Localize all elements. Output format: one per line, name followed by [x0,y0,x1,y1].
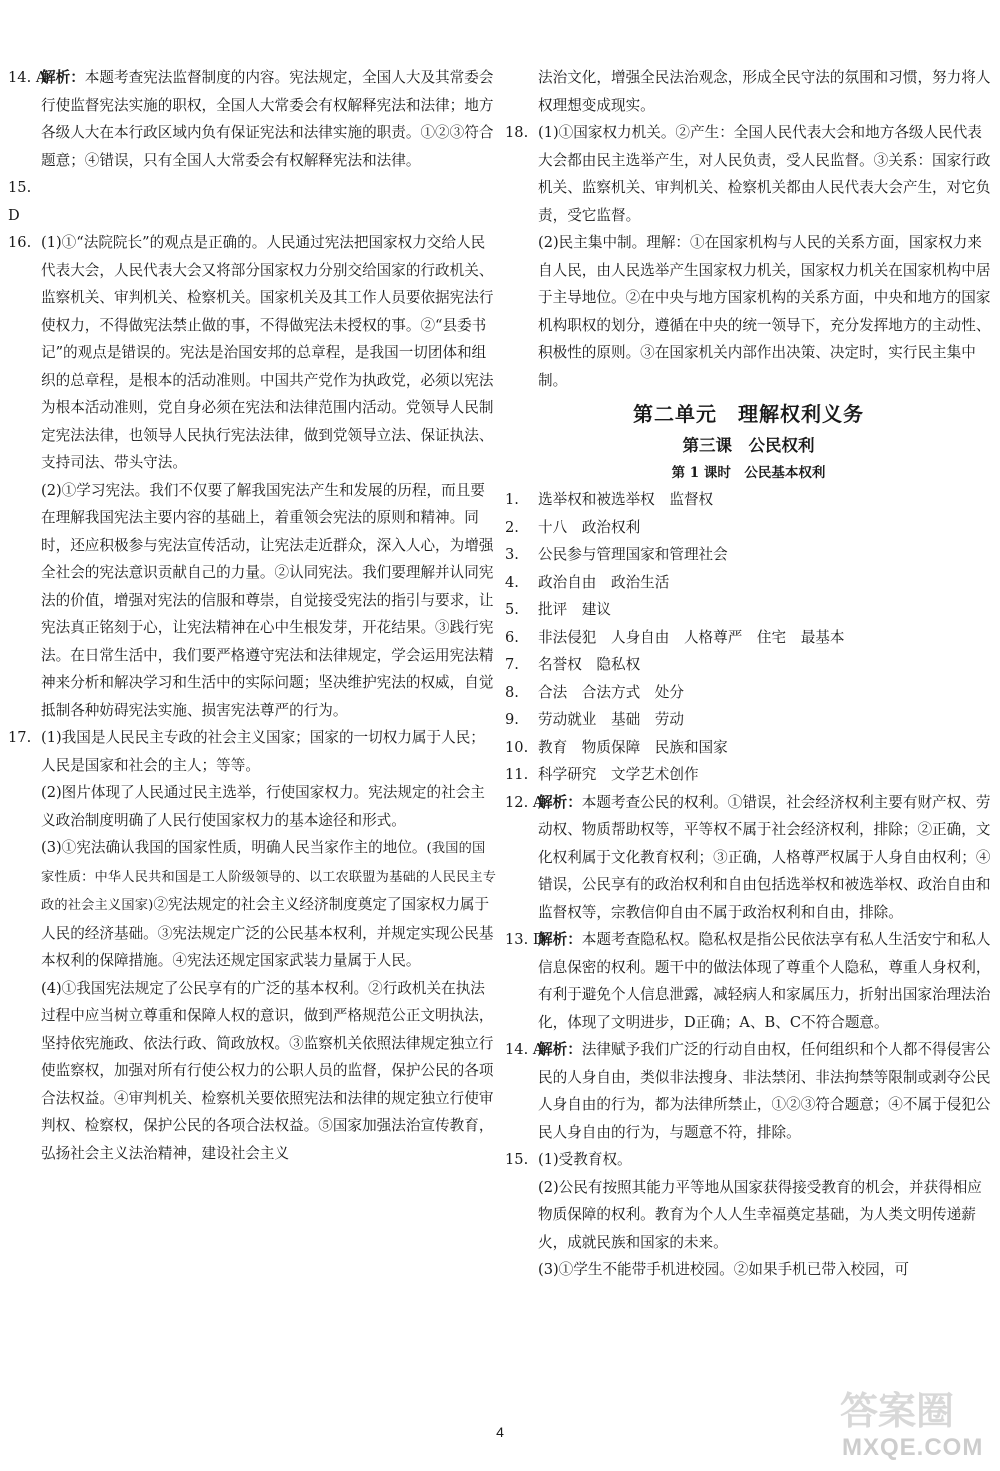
answer-number: 12. A [505,793,544,811]
answer-note: (我国的国家性质：中华人民共和国是工人阶级领导的、以工农联盟为基础的人民民主专政的社会主义国家) [41,841,497,913]
answer-16 [8,229,498,724]
answer-14 [8,64,498,174]
answer-part: (1)受教育权。 [538,1151,632,1168]
answer-number: 15. [505,1151,529,1168]
fill-number: 2. [505,518,519,536]
watermark-url: MXQE.COM [842,1434,984,1461]
fill-text: 政治自由 政治生活 [538,573,670,591]
answer-number: 17. [8,729,32,746]
fill-text: 科学研究 文学艺术创作 [538,766,699,783]
analysis-tag: 解析： [538,1041,582,1058]
fill-number: 9. [505,711,519,728]
fill-number: 8. [505,683,519,701]
unit-heading: 第二单元 理解权利义务 [633,402,864,426]
answer-18 [505,119,992,394]
answer-17-continued: 法治文化，增强全民法治观念，形成全民守法的氛围和习惯，努力将人权理想变成现实。 [538,69,991,114]
fill-text: 名誉权 隐私权 [538,656,641,673]
fill-item [505,761,992,789]
answer-text: ②宪法规定的社会主义经济制度奠定了国家权力属于人民的经济基础。③宪法规定广泛的公民基本权利，并规定实现公民基本权利的保障措施。④宪法还规定国家武装力量属于人民。 [41,896,494,969]
answer-text: (3)①宪法确认我国的国家性质，明确人民当家作主的地位。 [41,839,427,856]
answer-number: 14. A [8,69,47,86]
fill-text: 选举权和被选举权 监督权 [538,491,714,508]
page-number: 4 [496,1424,504,1440]
analysis-tag: 解析： [538,931,582,948]
answer-part: (4)①我国宪法规定了公民享有的广泛的基本权利。②行政机关在执法过程中应当树立尊重和保障人权的意识，做到严格规范公正文明执法，坚持依宪施政、依法行政、简政放权。③监察机关依照法律规定独立行使监察权，加强对所有行使公权力的公职人员的监督，保护公民的各项合法权益。④审判机关、检察机关要依照宪法和法律的规定独立行使审判权、检察权，保护公民的各项合法权益。⑤国家加强法治宣传教育，弘扬社会主义法治精神，建设社会主义 [41,979,494,1162]
fill-number: 11. [505,766,529,783]
answer-part: (2)图片体现了人民通过民主选举，行使国家权力。宪法规定的社会主义政治制度明确了人民行使国家权力的基本途径和形式。 [41,784,485,829]
fill-item [505,569,992,597]
answer-part: (2)民主集中制。理解：①在国家机构与人民的关系方面，国家权力来自人民，由人民选举产生国家权力机关，国家权力机关在国家机构中居于主导地位。②在中央与地方国家机构的关系方面，中央和地方的国家机构职权的划分，遵循在中央的统一领导下，充分发挥地方的主动性、积极性的原则。③在国家机关内部作出决策、决定时，实行民主集中制。 [538,234,991,389]
fill-text: 教育 物质保障 民族和国家 [538,738,728,756]
fill-number: 4. [505,573,519,591]
answer-part: (2)公民有按照其能力平等地从国家获得接受教育的机会，并获得相应物质保障的权利。教育为个人人生幸福奠定基础，为人类文明传递薪火，成就民族和国家的未来。 [538,1178,982,1251]
fill-item [505,486,992,514]
fill-number: 1. [505,491,519,508]
fill-item [505,651,992,679]
watermark-logo [836,1378,996,1466]
answer-17 [8,724,498,1167]
left-column [8,64,498,1167]
answer-15 [8,174,498,229]
answer-part [41,834,498,975]
period-heading: 第 1 课时 公民基本权利 [671,465,826,481]
answer-12 [505,789,992,927]
fill-number: 5. [505,601,519,618]
fill-number: 3. [505,546,519,563]
answer-number: 14. A [505,1041,544,1058]
fill-item [505,706,992,734]
analysis-text: 本题考查隐私权。隐私权是指公民依法享有私人生活安宁和私人信息保密的权利。题干中的做法体现了尊重个人隐私，尊重人身权利，有利于避免个人信息泄露，减轻病人和家属压力，折射出国家治理法治化，体现了文明进步，D正确；A、B、C不符合题意。 [538,931,991,1031]
analysis-tag: 解析： [41,69,85,86]
answer-part: (1)我国是人民民主专政的社会主义国家；国家的一切权力属于人民；人民是国家和社会的主人；等等。 [41,729,485,774]
answer-number: 15. D [8,179,32,224]
fill-number: 7. [505,656,519,673]
answer-number: 18. [505,124,529,141]
right-column [505,64,992,1284]
analysis-tag: 解析： [538,793,582,811]
fill-item [505,514,992,542]
fill-text: 公民参与管理国家和管理社会 [538,546,728,563]
answer-15-right [505,1146,992,1284]
answer-part: (3)①学生不能带手机进校园。②如果手机已带入校园，可 [538,1261,909,1278]
analysis-text: 本题考查公民的权利。①错误，社会经济权利主要有财产权、劳动权、物质帮助权等，平等权不属于社会经济权利，排除；②正确，文化权利属于文化教育权利；③正确，人格尊严权属于人身自由权利；④错误，公民享有的政治权利和自由包括选举权和被选举权、政治自由和监督权等，宗教信仰自由不属于政治权利和自由，排除。 [538,793,991,921]
fill-item [505,541,992,569]
lesson-heading: 第三课 公民权利 [682,436,815,455]
answer-number: 16. [8,234,32,251]
fill-item [505,679,992,707]
fill-answers [505,486,992,789]
analysis-text: 本题考查宪法监督制度的内容。宪法规定，全国人大及其常委会行使监督宪法实施的职权，全国人大常委会有权解释宪法和法律；地方各级人大在本行政区域内负有保证宪法和法律实施的职责。①②③符合题意；④错误，只有全国人大常委会有权解释宪法和法律。 [41,69,494,169]
fill-text: 合法 合法方式 处分 [538,683,684,701]
fill-number: 6. [505,628,519,646]
fill-item [505,624,992,652]
answer-13 [505,926,992,1036]
analysis-text: 法律赋予我们广泛的行动自由权，任何组织和个人都不得侵害公民的人身自由，类似非法搜身、非法禁闭、非法拘禁等限制或剥夺公民人身自由的行为，都为法律所禁止，①②③符合题意；④不属于侵犯公民人身自由的行为，与题意不符，排除。 [538,1041,991,1141]
answer-part: (1)①“法院院长”的观点是正确的。人民通过宪法把国家权力交给人民代表大会，人民代表大会又将部分国家权力分别交给国家的行政机关、监察机关、审判机关、检察机关。国家机关及其工作人员要依据宪法行使权力，不得做宪法禁止做的事，不得做宪法未授权的事。②“县委书记”的观点是错误的。宪法是治国安邦的总章程，是我国一切团体和组织的总章程，是根本的活动准则。中国共产党作为执政党，必须以宪法为根本活动准则，党自身必须在宪法和法律范围内活动。党领导人民制定宪法法律，也领导人民执行宪法法律，做到党领导立法、保证执法、支持司法、带头守法。 [41,234,494,471]
fill-text: 非法侵犯 人身自由 人格尊严 住宅 最基本 [538,628,845,646]
fill-item [505,596,992,624]
answer-part: (1)①国家权力机关。②产生：全国人民代表大会和地方各级人民代表大会都由民主选举产生，对人民负责，受人民监督。③关系：国家行政机关、监察机关、审判机关、检察机关都由人民代表大会产生，对它负责，受它监督。 [538,124,991,224]
fill-item [505,734,992,762]
fill-number: 10. [505,738,529,756]
answer-number: 13. D [505,931,545,948]
fill-text: 十八 政治权利 [538,518,641,536]
watermark-text: 答案圈 [840,1391,955,1433]
answer-part: (2)①学习宪法。我们不仅要了解我国宪法产生和发展的历程，而且要在理解我国宪法主要内容的基础上，着重领会宪法的原则和精神。同时，还应积极参与宪法宣传活动，让宪法走近群众，深入人心，为增强全社会的宪法意识贡献自己的力量。②认同宪法。我们要理解并认同宪法的价值，增强对宪法的信服和尊崇，自觉接受宪法的指引与要求，让宪法真正铭刻于心，让宪法精神在心中生根发芽，开花结果。③践行宪法。在日常生活中，我们要严格遵守宪法和法律规定，学会运用宪法精神来分析和解决学习和生活中的实际问题；坚决维护宪法的权威，自觉抵制各种妨碍宪法实施、损害宪法尊严的行为。 [41,481,494,719]
fill-text: 劳动就业 基础 劳动 [538,711,684,728]
fill-text: 批评 建议 [538,601,611,618]
answer-14-right [505,1036,992,1146]
